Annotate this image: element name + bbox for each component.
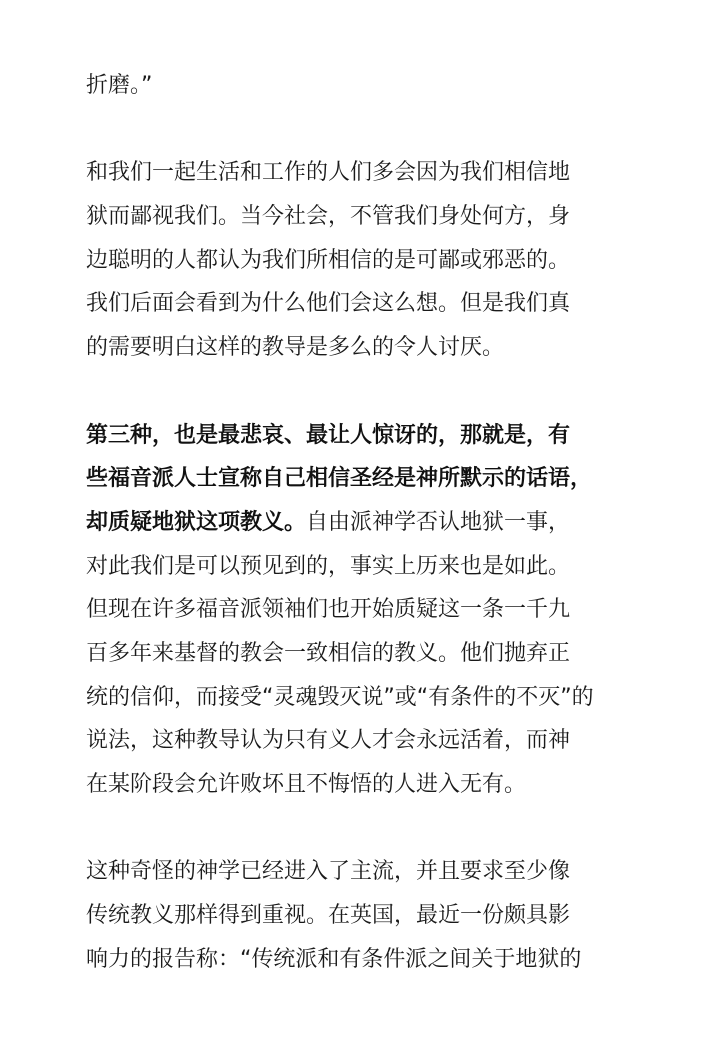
text-line: 说法，这种教导认为只有义人才会永远活着，而神 bbox=[86, 728, 571, 754]
text-line: 的需要明白这样的教导是多么的令人讨厌。 bbox=[86, 335, 505, 361]
regular-text: 自由派神学否认地狱一事， bbox=[306, 509, 571, 535]
text-line bbox=[86, 414, 646, 458]
text-line: 传统教义那样得到重视。在英国，最近一份颇具影 bbox=[86, 903, 571, 929]
paragraph bbox=[86, 850, 646, 981]
text-line bbox=[86, 457, 646, 501]
text-line: 和我们一起生活和工作的人们多会因为我们相信地 bbox=[86, 160, 571, 186]
text-line: 对此我们是可以预见到的，事实上历来也是如此。 bbox=[86, 553, 571, 579]
paragraph-gap bbox=[86, 108, 646, 152]
text-line: 折磨。” bbox=[86, 73, 153, 98]
text-line: 在某阶段会允许败坏且不悔悟的人进入无有。 bbox=[86, 772, 527, 797]
text-line bbox=[86, 501, 646, 545]
paragraph bbox=[86, 414, 646, 807]
paragraph-gap bbox=[86, 370, 646, 414]
text-line: 狱而鄙视我们。当今社会，不管我们身处何方，身 bbox=[86, 204, 571, 230]
paragraph bbox=[86, 64, 646, 108]
text-line: 我们后面会看到为什么他们会这么想。但是我们真 bbox=[86, 291, 571, 317]
text-line: 边聪明的人都认为我们所相信的是可鄙或邪恶的。 bbox=[86, 247, 571, 273]
paragraph bbox=[86, 151, 646, 369]
paragraph-gap bbox=[86, 807, 646, 851]
text-line: 百多年来基督的教会一致相信的教义。他们抛弃正 bbox=[86, 640, 571, 666]
text-line: 但现在许多福音派领袖们也开始质疑这一条一千九 bbox=[86, 597, 571, 623]
bold-text: 却质疑地狱这项教义。 bbox=[86, 509, 307, 535]
bold-text: 些福音派人士宣称自己相信圣经是神所默示的话语， bbox=[86, 466, 593, 492]
bold-text: 第三种，也是最悲哀、最让人惊讶的，那就是，有 bbox=[86, 422, 571, 448]
text-line: 统的信仰，而接受“灵魂毁灭说”或“有条件的不灭”的 bbox=[86, 684, 594, 710]
document-body bbox=[86, 64, 646, 981]
text-line: 响力的报告称：“传统派和有条件派之间关于地狱的 bbox=[86, 946, 582, 972]
text-line: 这种奇怪的神学已经进入了主流，并且要求至少像 bbox=[86, 859, 571, 885]
